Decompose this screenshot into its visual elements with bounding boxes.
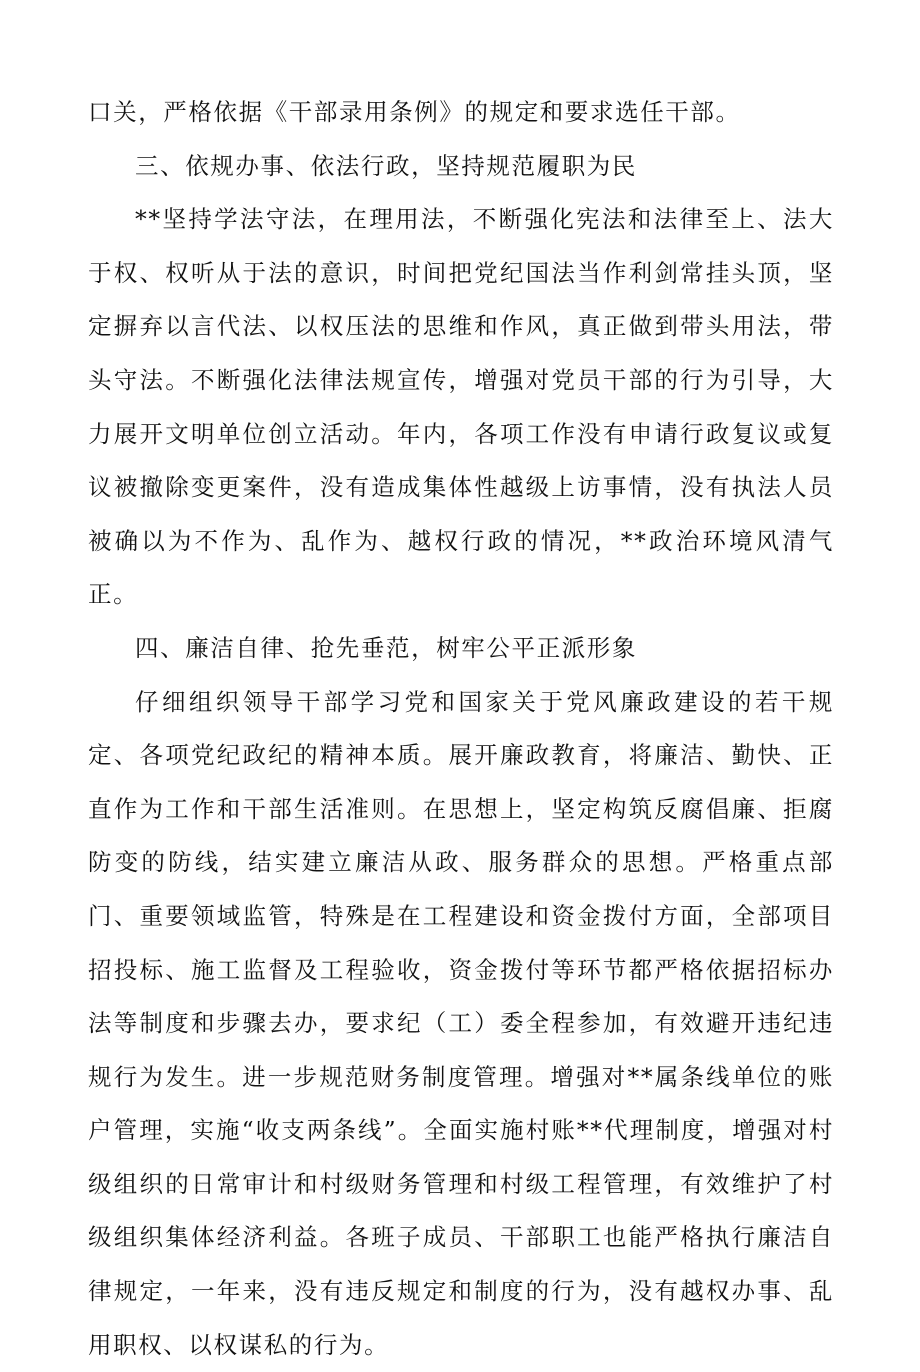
section-heading-3: 三、依规办事、依法行政，坚持规范履职为民	[135, 151, 637, 180]
paragraph-integrity: 仔细组织领导干部学习党和国家关于党风廉政建设的若干规定、各项党纪政纪的精神本质。展开廉政教育，将廉洁、勤快、正直作为工作和干部生活准则。在思想上，坚定构筑反腐倡廉、拒腐防变的防线，结实建立廉洁从政、服务群众的思想。严格重点部门、重要领域监管，特殊是在工程建设和资金拨付方面，全部项目招投标、施工监督及工程验收，资金拨付等环节都严格依据招标办法等制度和步骤去办，要求纪（工）委全程参加，有效避开违纪违规行为发生。进一步规范财务制度管理。增强对**属条线单位的账户管理，实施“收支两条线”。全面实施村账**代理制度，增强对村级组织的日常审计和村级财务管理和村级工程管理，有效维护了村级组织集体经济利益。各班子成员、干部职工也能严格执行廉洁自律规定，一年来，没有违反规定和制度的行为，没有越权办事、乱用职权、以权谋私的行为。	[88, 687, 834, 1359]
paragraph-law-compliance: **坚持学法守法，在理用法，不断强化宪法和法律至上、法大于权、权听从于法的意识，时间把党纪国法当作利剑常挂头顶，坚定摒弃以言代法、以权压法的思维和作风，真正做到带头用法，带头守法。不断强化法律法规宣传，增强对党员干部的行为引导，大力展开文明单位创立活动。年内，各项工作没有申请行政复议或复议被撤除变更案件，没有造成集体性越级上访事情，没有执法人员被确以为不作为、乱作为、越权行政的情况，**政治环境风清气正。	[88, 205, 834, 609]
section-heading-4: 四、廉洁自律、抢先垂范，树牢公平正派形象	[135, 633, 637, 662]
paragraph-continuation: 口关，严格依据《干部录用条例》的规定和要求选任干部。	[88, 98, 741, 126]
document-body	[88, 86, 834, 1372]
